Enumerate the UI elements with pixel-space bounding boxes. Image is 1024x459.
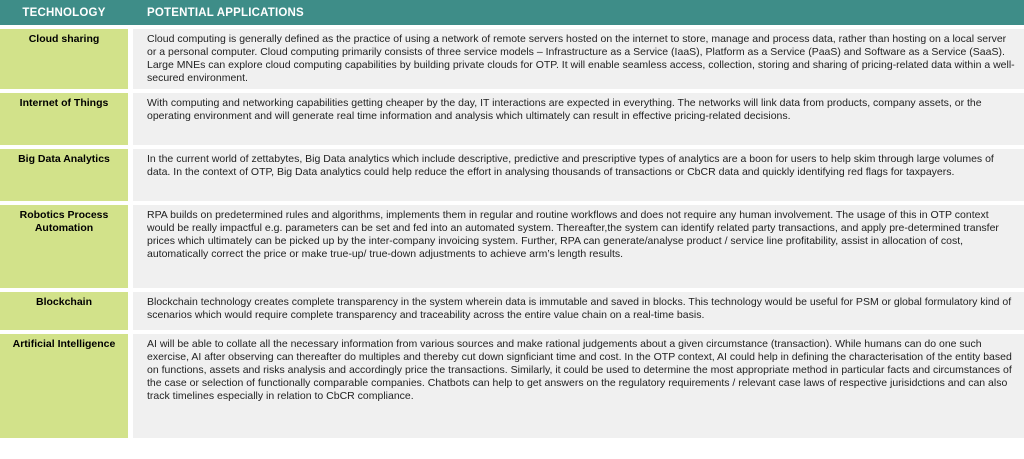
table-row [0,205,1024,288]
table-row [0,334,1024,438]
technology-name: Blockchain [35,296,93,308]
application-text: With computing and networking capabilities getting cheaper by the day, IT interactions are expected in everything. The networks will link data from products, company assets, or the operating environment and will generate real time information and analysis which ultimately can result in effective pricing-related decisions. [147,97,982,122]
table-row [0,292,1024,330]
table-header-row [0,0,1024,25]
application-text: RPA builds on predetermined rules and algorithms, implements them in regular and routine workflows and does not require any human involvement. The usage of this in OTP context would be really impactful e.g. parameters can be set and fed into an automated system. Thereafter,the system can identify related party transactions, and apply pre-determined transfer prices which ultimately can be picked up by the inter-company invoicing system. Further, RPA can generate/analyse product / service line profitability, assist in allocation of cost, automatically correct the price or make true-up/ true-down adjustments to achieve arm’s length results. [147,209,999,260]
header-applications: POTENTIAL APPLICATIONS [133,0,1024,25]
table-row [0,149,1024,201]
application-text: AI will be able to collate all the necessary information from various sources and make rational judgements about a given circumstance (transaction). While humans can do one such exercise, AI after observing can thereafter do multiples and thereby cut down signficiant time and cost. In the OTP context, AI could help in defining the characterisation of the entity based on functions, assets and risks analysis and accordingly price the transactions. Similarly, it could be used to determine the most appropriate method in particular facts and circumstances of the case or selection of functionally comparable companies. Chatbots can help to get answers on the regulatory requirements / relevant case laws of respective jurisidctions and can also track timelines especially in relation to CbCR compliance. [147,338,1012,402]
technology-name: Internet of Things [19,97,109,109]
application-text: Blockchain technology creates complete transparency in the system wherein data is immutable and saved in blocks. This technology would be useful for PSM or global formulatory kind of scenarios which would require complete transparency and traceability across the entire value chain on a real-time basis. [147,296,1012,321]
technology-name: Cloud sharing [28,33,100,45]
application-text: In the current world of zettabytes, Big Data analytics which include descriptive, predictive and prescriptive types of analytics are a boon for users to help skim through large volumes of data. In the context of OTP, Big Data analytics could help reduce the effort in analysing thousands of transactions or CbCR data and quickly identifying red flags for taxpayers. [147,153,994,178]
technology-name: Big Data Analytics [18,153,110,165]
header-technology: TECHNOLOGY [0,0,128,25]
table-row [0,93,1024,145]
technology-name: Artificial Intelligence [12,338,116,350]
technology-name: Robotics Process Automation [19,209,109,234]
application-text: Cloud computing is generally defined as the practice of using a network of remote servers hosted on the internet to store, manage and process data, rather than hosting on a local server or a personal computer. Cloud computing primarily consists of three service models – Infrastructure as a Service (IaaS), Platform as a Service (PaaS) and Software as a Service (SaaS). Large MNEs can explore cloud computing capabilities by building private clouds for OTP. It will enable seamless access, collection, storing and sharing of pricing-related data within a well-secured environment. [147,33,1015,84]
table-row [0,29,1024,89]
